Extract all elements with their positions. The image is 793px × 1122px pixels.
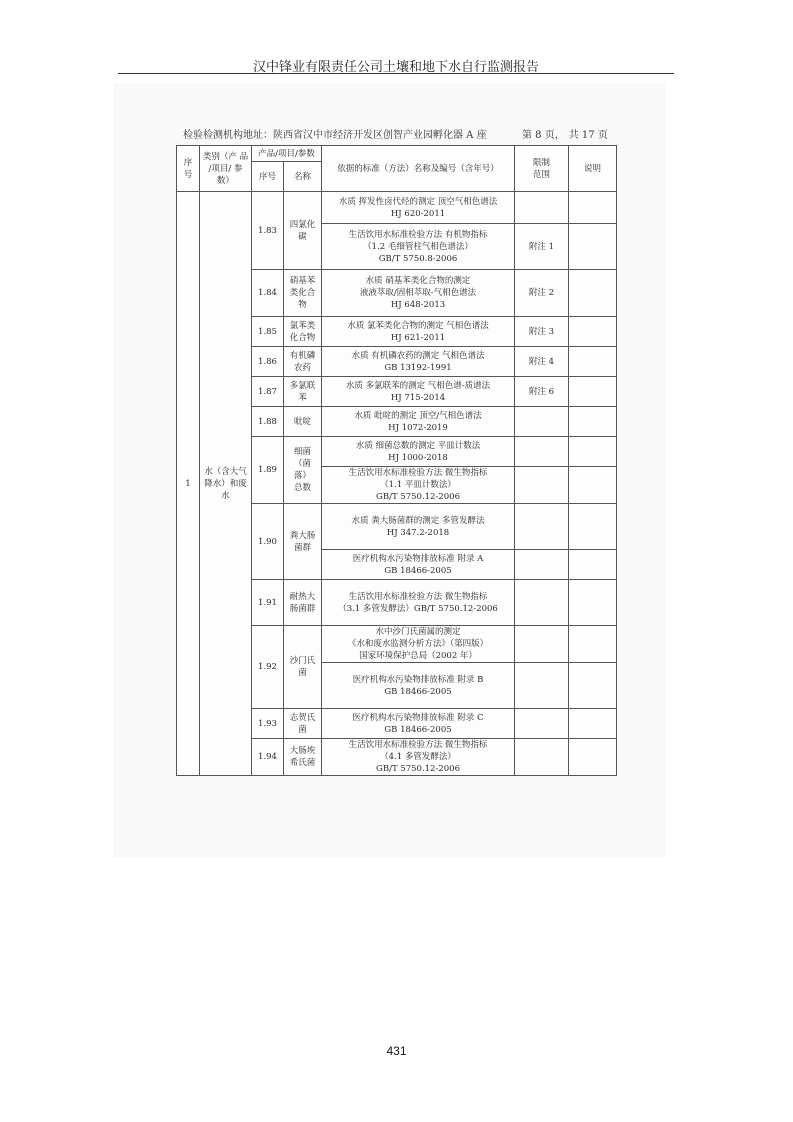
report-title: 汉中锋业有限责任公司土壤和地下水自行监测报告 [252, 60, 539, 75]
note-cell [569, 550, 617, 580]
item-name-cell: 耐热大 肠菌群 [284, 580, 322, 626]
note-cell [569, 709, 617, 739]
header-item-name: 名称 [284, 162, 322, 192]
note-cell [569, 192, 617, 224]
standard-cell: 水质 硝基苯类化合物的测定 液液萃取/固相萃取-气相色谱法 HJ 648-2013 [322, 270, 515, 317]
limit-cell [515, 709, 569, 739]
header-product-group: 产品/项目/参数 [252, 146, 322, 162]
limit-cell: 附注 6 [515, 377, 569, 407]
standard-cell: 水中沙门氏菌属的测定 《水和废水监测分析方法》（第四版） 国家环境保护总局（2002 年） [322, 626, 515, 663]
item-no-cell: 1.93 [252, 709, 284, 739]
standard-cell: 医疗机构水污染物排放标准 附录 B GB 18466-2005 [322, 663, 515, 709]
item-name-cell: 沙门氏 菌 [284, 626, 322, 709]
header-seq: 序 号 [177, 146, 200, 192]
item-name-cell: 吡啶 [284, 407, 322, 437]
item-no-cell: 1.90 [252, 504, 284, 580]
note-cell [569, 407, 617, 437]
item-name-cell: 大肠埃 希氏菌 [284, 739, 322, 776]
page-current: 第 8 页， [522, 130, 565, 141]
item-no-cell: 1.87 [252, 377, 284, 407]
limit-cell [515, 580, 569, 626]
item-no-cell: 1.86 [252, 347, 284, 377]
standard-cell: 医疗机构水污染物排放标准 附录 A GB 18466-2005 [322, 550, 515, 580]
page-number: 431 [386, 1044, 407, 1058]
item-no-cell: 1.84 [252, 270, 284, 317]
limit-cell: 附注 4 [515, 347, 569, 377]
limit-cell [515, 437, 569, 467]
standard-cell: 水质 挥发性卤代烃的测定 顶空气相色谱法 HJ 620-2011 [322, 192, 515, 224]
item-name-cell: 四氯化 碳 [284, 192, 322, 270]
table-body [177, 192, 617, 776]
limit-cell [515, 626, 569, 663]
standard-cell: 水质 粪大肠菌群的测定 多管发酵法 HJ 347.2-2018 [322, 504, 515, 550]
limit-cell: 附注 3 [515, 317, 569, 347]
item-name-cell: 志贺氏 菌 [284, 709, 322, 739]
item-no-cell: 1.85 [252, 317, 284, 347]
standard-cell: 生活饮用水标准检验方法 微生物指标 （4.1 多管发酵法） GB/T 5750.12-2006 [322, 739, 515, 776]
note-cell [569, 437, 617, 467]
limit-cell [515, 504, 569, 550]
limit-cell [515, 550, 569, 580]
standard-cell: 水质 吡啶的测定 顶空/气相色谱法 HJ 1072-2019 [322, 407, 515, 437]
standard-cell: 水质 氯苯类化合物的测定 气相色谱法 HJ 621-2011 [322, 317, 515, 347]
note-cell [569, 467, 617, 504]
limit-cell [515, 407, 569, 437]
note-cell [569, 580, 617, 626]
standard-cell: 医疗机构水污染物排放标准 附录 C GB 18466-2005 [322, 709, 515, 739]
note-cell [569, 347, 617, 377]
standard-cell: 生活饮用水标准检验方法 微生物指标 （3.1 多管发酵法）GB/T 5750.12-2006 [322, 580, 515, 626]
note-cell [569, 224, 617, 270]
group-category-cell: 水（含大气 降水）和废 水 [200, 192, 252, 776]
header-standard: 依据的标准（方法）名称及编号（含年号） [322, 146, 515, 192]
item-name-cell: 粪大肠 菌群 [284, 504, 322, 580]
note-cell [569, 504, 617, 550]
limit-cell [515, 739, 569, 776]
item-no-cell: 1.88 [252, 407, 284, 437]
note-cell [569, 663, 617, 709]
header-divider [118, 73, 674, 74]
page-total: 共 17 页 [568, 130, 608, 141]
limit-cell: 附注 1 [515, 224, 569, 270]
item-name-cell: 硝基苯 类化合 物 [284, 270, 322, 317]
item-no-cell: 1.91 [252, 580, 284, 626]
limit-cell [515, 663, 569, 709]
test-methods-table [176, 145, 617, 776]
standard-cell: 生活饮用水标准检验方法 微生物指标 （1.1 平皿计数法） GB/T 5750.12-2006 [322, 467, 515, 504]
item-name-cell: 细菌（菌 落） 总数 [284, 437, 322, 504]
note-cell [569, 317, 617, 347]
item-name-cell: 多氯联 苯 [284, 377, 322, 407]
item-no-cell: 1.83 [252, 192, 284, 270]
table-row [177, 192, 617, 224]
limit-cell [515, 192, 569, 224]
item-no-cell: 1.94 [252, 739, 284, 776]
standard-cell: 水质 有机磷农药的测定 气相色谱法 GB 13192-1991 [322, 347, 515, 377]
header-item-no: 序号 [252, 162, 284, 192]
standard-cell: 水质 细菌总数的测定 平皿计数法 HJ 1000-2018 [322, 437, 515, 467]
group-seq-cell: 1 [177, 192, 200, 776]
item-no-cell: 1.89 [252, 437, 284, 504]
item-name-cell: 氯苯类 化合物 [284, 317, 322, 347]
note-cell [569, 270, 617, 317]
item-no-cell: 1.92 [252, 626, 284, 709]
standard-cell: 水质 多氯联苯的测定 气相色谱-质谱法 HJ 715-2014 [322, 377, 515, 407]
header-category: 类别（产 品 /项目/ 参 数） [200, 146, 252, 192]
note-cell [569, 626, 617, 663]
header-note: 说明 [569, 146, 617, 192]
note-cell [569, 377, 617, 407]
header-limit: 限制 范围 [515, 146, 569, 192]
lab-address: 检验检测机构地址：陕西省汉中市经济开发区创智产业园孵化器 A 座 [183, 130, 487, 141]
limit-cell [515, 467, 569, 504]
note-cell [569, 739, 617, 776]
standard-cell: 生活饮用水标准检验方法 有机物指标 （1.2 毛细管柱气相色谱法） GB/T 5750.8-2006 [322, 224, 515, 270]
limit-cell: 附注 2 [515, 270, 569, 317]
page-count [518, 126, 608, 141]
item-name-cell: 有机磷 农药 [284, 347, 322, 377]
